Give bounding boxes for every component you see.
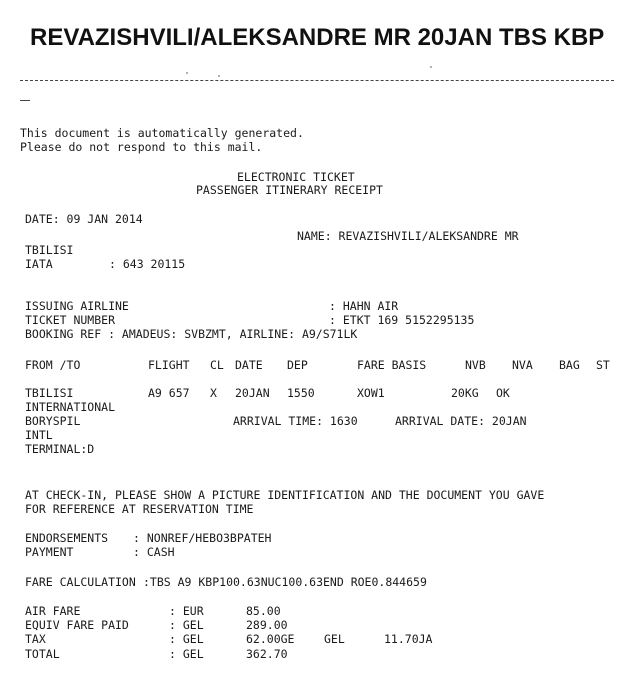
col-status: ST: [596, 358, 610, 372]
equiv-fare-label: EQUIV FARE PAID: [25, 618, 129, 632]
booking-reference: BOOKING REF : AMADEUS: SVBZMT, AIRLINE: A9/S71LK: [25, 327, 358, 341]
scan-speck: [218, 75, 220, 77]
fare-calculation-label: FARE CALCULATION: [25, 575, 136, 589]
payment-value: : CASH: [133, 545, 175, 559]
arrival-time: ARRIVAL TIME: 1630: [233, 414, 358, 428]
air-fare-currency: : EUR: [169, 604, 204, 618]
issue-date: DATE: 09 JAN 2014: [25, 212, 143, 226]
equiv-fare-amount: 289.00: [246, 618, 288, 632]
col-flight: FLIGHT: [148, 358, 190, 372]
auto-notice-line-2: Please do not respond to this mail.: [20, 140, 263, 154]
scan-speck: [430, 66, 432, 68]
segment-departure: 1550: [287, 386, 315, 400]
segment-status: OK: [496, 386, 510, 400]
col-nvb: NVB: [465, 358, 486, 372]
issuing-airline-value: : HAHN AIR: [329, 299, 399, 313]
arrival-date: ARRIVAL DATE: 20JAN: [395, 414, 527, 428]
divider-tail: [20, 100, 30, 101]
checkin-note-line-1: AT CHECK-IN, PLEASE SHOW A PICTURE IDENTIFICATION AND THE DOCUMENT YOU GAVE: [25, 488, 545, 502]
destination-line-1: BORYSPIL: [25, 414, 81, 428]
payment-label: PAYMENT: [25, 545, 74, 559]
destination-line-2: INTL: [25, 428, 53, 442]
tax-currency-2: GEL: [324, 632, 345, 646]
office-city: TBILISI: [25, 243, 74, 257]
ticket-number-value: : ETKT 169 5152295135: [329, 313, 475, 327]
segment-flight: A9 657: [148, 386, 190, 400]
air-fare-amount: 85.00: [246, 604, 281, 618]
origin-line-1: TBILISI: [25, 386, 74, 400]
total-currency: : GEL: [169, 647, 204, 661]
checkin-note-line-2: FOR REFERENCE AT RESERVATION TIME: [25, 502, 254, 516]
col-class: CL: [210, 358, 224, 372]
scan-speck: [186, 72, 188, 74]
col-date: DATE: [235, 358, 263, 372]
fare-calculation-value: :TBS A9 KBP100.63NUC100.63END ROE0.844659: [143, 575, 427, 589]
endorsements-label: ENDORSEMENTS: [25, 531, 109, 545]
col-departure: DEP: [287, 358, 308, 372]
tax-amount-2: 11.70JA: [384, 632, 433, 646]
segment-fare-basis: XOW1: [357, 386, 385, 400]
col-bag: BAG: [559, 358, 580, 372]
iata-label: IATA: [25, 257, 53, 271]
tax-amount-1: 62.00GE: [246, 632, 295, 646]
endorsements-value: : NONREF/НЕВОЗВРАТЕН: [133, 531, 272, 545]
segment-class: X: [210, 386, 217, 400]
col-fare-basis: FARE BASIS: [357, 358, 427, 372]
segment-baggage: 20KG: [451, 386, 479, 400]
receipt-title-line-2: PASSENGER ITINERARY RECEIPT: [196, 183, 383, 197]
iata-value: : 643 20115: [109, 257, 186, 271]
total-amount: 362.70: [246, 647, 288, 661]
document-heading: REVAZISHVILI/ALEKSANDRE MR 20JAN TBS KBP: [30, 24, 605, 51]
issuing-airline-label: ISSUING AIRLINE: [25, 299, 129, 313]
air-fare-label: AIR FARE: [25, 604, 81, 618]
segment-date: 20JAN: [235, 386, 270, 400]
origin-line-2: INTERNATIONAL: [25, 400, 116, 414]
equiv-fare-currency: : GEL: [169, 618, 204, 632]
auto-notice-line-1: This document is automatically generated.: [20, 126, 304, 140]
destination-terminal: TERMINAL:D: [25, 442, 95, 456]
passenger-name: NAME: REVAZISHVILI/ALEKSANDRE MR: [297, 229, 519, 243]
receipt-title-line-1: ELECTRONIC TICKET: [237, 170, 355, 184]
dashed-divider: [20, 80, 614, 81]
col-from-to: FROM /TO: [25, 358, 81, 372]
tax-currency: : GEL: [169, 632, 204, 646]
col-nva: NVA: [512, 358, 533, 372]
tax-label: TAX: [25, 632, 46, 646]
ticket-number-label: TICKET NUMBER: [25, 313, 116, 327]
total-label: TOTAL: [25, 647, 60, 661]
